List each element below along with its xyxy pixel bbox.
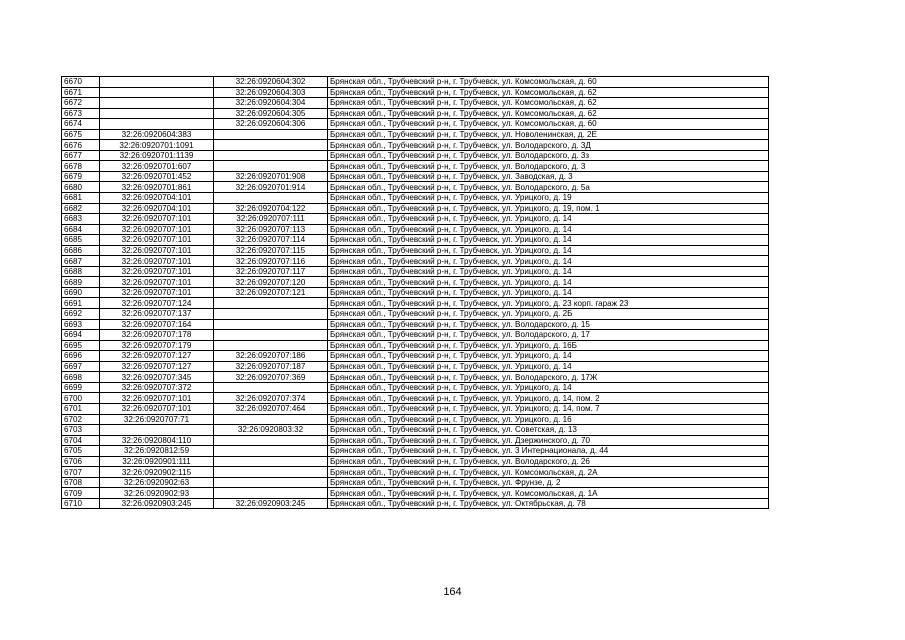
object-cadastral-number-cell: 32:26:0920604:303 <box>214 87 328 98</box>
cadastral-number-cell: 32:26:0920707:101 <box>100 393 214 404</box>
address-cell: Брянская обл., Трубчевский р-н, г. Трубчевск, ул. Новоленинская, д. 2Е <box>328 129 769 140</box>
cadastral-number-cell <box>100 425 214 436</box>
object-cadastral-number-cell <box>214 446 328 457</box>
object-cadastral-number-cell <box>214 477 328 488</box>
object-cadastral-number-cell: 32:26:0920707:111 <box>214 214 328 225</box>
object-cadastral-number-cell: 32:26:0920707:120 <box>214 277 328 288</box>
object-cadastral-number-cell: 32:26:0920707:186 <box>214 351 328 362</box>
object-cadastral-number-cell: 32:26:0920604:302 <box>214 77 328 88</box>
cadastral-number-cell: 32:26:0920707:101 <box>100 245 214 256</box>
table-row <box>62 330 769 341</box>
address-cell: Брянская обл., Трубчевский р-н, г. Трубчевск, ул. Володарского, д. 17Ж <box>328 372 769 383</box>
table-row <box>62 193 769 204</box>
object-cadastral-number-cell <box>214 340 328 351</box>
table-row <box>62 214 769 225</box>
cadastral-number-cell: 32:26:0920704:101 <box>100 203 214 214</box>
address-cell: Брянская обл., Трубчевский р-н, г. Трубчевск, ул. Комсомольская, д. 62 <box>328 98 769 109</box>
table-row <box>62 340 769 351</box>
row-number-cell: 6695 <box>62 340 100 351</box>
address-cell: Брянская обл., Трубчевский р-н, г. Трубчевск, ул. Урицкого, д. 14 <box>328 256 769 267</box>
object-cadastral-number-cell: 32:26:0920604:304 <box>214 98 328 109</box>
table-row <box>62 77 769 88</box>
object-cadastral-number-cell: 32:26:0920604:306 <box>214 119 328 130</box>
object-cadastral-number-cell: 32:26:0920707:464 <box>214 403 328 414</box>
address-cell: Брянская обл., Трубчевский р-н, г. Трубчевск, ул. Комсомольская, д. 62 <box>328 108 769 119</box>
row-number-cell: 6699 <box>62 382 100 393</box>
table-row <box>62 319 769 330</box>
object-cadastral-number-cell <box>214 467 328 478</box>
row-number-cell: 6679 <box>62 171 100 182</box>
object-cadastral-number-cell <box>214 150 328 161</box>
cadastral-number-cell: 32:26:0920902:63 <box>100 477 214 488</box>
address-cell: Брянская обл., Трубчевский р-н, г. Трубчевск, ул. Володарского, д. 17 <box>328 330 769 341</box>
row-number-cell: 6702 <box>62 414 100 425</box>
cadastral-number-cell: 32:26:0920707:127 <box>100 361 214 372</box>
row-number-cell: 6689 <box>62 277 100 288</box>
cadastral-number-cell: 32:26:0920704:101 <box>100 193 214 204</box>
row-number-cell: 6691 <box>62 298 100 309</box>
table-row <box>62 87 769 98</box>
row-number-cell: 6709 <box>62 488 100 499</box>
object-cadastral-number-cell <box>214 382 328 393</box>
table-row <box>62 477 769 488</box>
address-cell: Брянская обл., Трубчевский р-н, г. Трубчевск, ул. Урицкого, д. 14 <box>328 277 769 288</box>
address-cell: Брянская обл., Трубчевский р-н, г. Трубчевск, ул. Фрунзе, д. 2 <box>328 477 769 488</box>
object-cadastral-number-cell <box>214 435 328 446</box>
address-cell: Брянская обл., Трубчевский р-н, г. Трубчевск, ул. Дзержинского, д. 70 <box>328 435 769 446</box>
object-cadastral-number-cell <box>214 309 328 320</box>
row-number-cell: 6698 <box>62 372 100 383</box>
cadastral-number-cell: 32:26:0920707:178 <box>100 330 214 341</box>
table-row <box>62 108 769 119</box>
table-row <box>62 287 769 298</box>
object-cadastral-number-cell: 32:26:0920707:369 <box>214 372 328 383</box>
row-number-cell: 6685 <box>62 235 100 246</box>
row-number-cell: 6688 <box>62 266 100 277</box>
cadastral-number-cell: 32:26:0920707:137 <box>100 309 214 320</box>
row-number-cell: 6693 <box>62 319 100 330</box>
table-row <box>62 140 769 151</box>
table-row <box>62 119 769 130</box>
row-number-cell: 6697 <box>62 361 100 372</box>
object-cadastral-number-cell: 32:26:0920604:305 <box>214 108 328 119</box>
cadastral-number-cell: 32:26:0920707:71 <box>100 414 214 425</box>
cadastral-number-cell: 32:26:0920812:59 <box>100 446 214 457</box>
cadastral-number-cell: 32:26:0920604:383 <box>100 129 214 140</box>
table-row <box>62 182 769 193</box>
cadastral-number-cell <box>100 108 214 119</box>
table-row <box>62 382 769 393</box>
object-cadastral-number-cell: 32:26:0920704:122 <box>214 203 328 214</box>
object-cadastral-number-cell: 32:26:0920707:116 <box>214 256 328 267</box>
cadastral-number-cell: 32:26:0920701:1139 <box>100 150 214 161</box>
address-cell: Брянская обл., Трубчевский р-н, г. Трубчевск, ул. Володарского, д. 26 <box>328 456 769 467</box>
object-cadastral-number-cell: 32:26:0920707:115 <box>214 245 328 256</box>
row-number-cell: 6694 <box>62 330 100 341</box>
cadastral-number-cell <box>100 98 214 109</box>
address-cell: Брянская обл., Трубчевский р-н, г. Трубчевск, ул. Урицкого, д. 14 <box>328 287 769 298</box>
address-cell: Брянская обл., Трубчевский р-н, г. Трубчевск, ул. 3 Интернационала, д. 44 <box>328 446 769 457</box>
address-cell: Брянская обл., Трубчевский р-н, г. Трубчевск, ул. Володарского, д. 15 <box>328 319 769 330</box>
address-cell: Брянская обл., Трубчевский р-н, г. Трубчевск, ул. Володарского, д. 3Д <box>328 140 769 151</box>
page-number: 164 <box>443 586 462 598</box>
table-row <box>62 203 769 214</box>
address-cell: Брянская обл., Трубчевский р-н, г. Трубчевск, ул. Урицкого, д. 16 <box>328 414 769 425</box>
object-cadastral-number-cell <box>214 330 328 341</box>
address-cell: Брянская обл., Трубчевский р-н, г. Трубчевск, ул. Советская, д. 13 <box>328 425 769 436</box>
object-cadastral-number-cell: 32:26:0920701:914 <box>214 182 328 193</box>
row-number-cell: 6707 <box>62 467 100 478</box>
table-row <box>62 393 769 404</box>
cadastral-number-cell: 32:26:0920707:101 <box>100 403 214 414</box>
address-cell: Брянская обл., Трубчевский р-н, г. Трубчевск, ул. Урицкого, д. 14 <box>328 351 769 362</box>
address-cell: Брянская обл., Трубчевский р-н, г. Трубчевск, ул. Урицкого, д. 14 <box>328 224 769 235</box>
cadastral-number-cell: 32:26:0920903:245 <box>100 498 214 509</box>
table-row <box>62 150 769 161</box>
cadastral-number-cell: 32:26:0920707:101 <box>100 287 214 298</box>
table-row <box>62 171 769 182</box>
object-cadastral-number-cell: 32:26:0920707:374 <box>214 393 328 404</box>
row-number-cell: 6701 <box>62 403 100 414</box>
row-number-cell: 6704 <box>62 435 100 446</box>
row-number-cell: 6686 <box>62 245 100 256</box>
table-row <box>62 414 769 425</box>
address-cell: Брянская обл., Трубчевский р-н, г. Трубчевск, ул. Урицкого, д. 14, пом. 2 <box>328 393 769 404</box>
cadastral-number-cell <box>100 77 214 88</box>
address-cell: Брянская обл., Трубчевский р-н, г. Трубчевск, ул. Урицкого, д. 2Б <box>328 309 769 320</box>
registry-table <box>61 76 769 509</box>
object-cadastral-number-cell <box>214 129 328 140</box>
row-number-cell: 6684 <box>62 224 100 235</box>
row-number-cell: 6670 <box>62 77 100 88</box>
address-cell: Брянская обл., Трубчевский р-н, г. Трубчевск, ул. Октябрьская, д. 78 <box>328 498 769 509</box>
object-cadastral-number-cell: 32:26:0920707:113 <box>214 224 328 235</box>
table-row <box>62 277 769 288</box>
table-row <box>62 488 769 499</box>
address-cell: Брянская обл., Трубчевский р-н, г. Трубчевск, ул. Урицкого, д. 14 <box>328 245 769 256</box>
address-cell: Брянская обл., Трубчевский р-н, г. Трубчевск, ул. Володарского, д. 3 <box>328 161 769 172</box>
row-number-cell: 6674 <box>62 119 100 130</box>
cadastral-number-cell <box>100 87 214 98</box>
address-cell: Брянская обл., Трубчевский р-н, г. Трубчевск, ул. Урицкого, д. 14 <box>328 266 769 277</box>
address-cell: Брянская обл., Трубчевский р-н, г. Трубчевск, ул. Комсомольская, д. 1А <box>328 488 769 499</box>
cadastral-number-cell: 32:26:0920707:101 <box>100 214 214 225</box>
object-cadastral-number-cell: 32:26:0920707:187 <box>214 361 328 372</box>
table-row <box>62 435 769 446</box>
table-row <box>62 425 769 436</box>
object-cadastral-number-cell <box>214 161 328 172</box>
address-cell: Брянская обл., Трубчевский р-н, г. Трубчевск, ул. Володарского, д. 5а <box>328 182 769 193</box>
row-number-cell: 6678 <box>62 161 100 172</box>
object-cadastral-number-cell <box>214 319 328 330</box>
object-cadastral-number-cell: 32:26:0920803:32 <box>214 425 328 436</box>
address-cell: Брянская обл., Трубчевский р-н, г. Трубчевск, ул. Урицкого, д. 14 <box>328 214 769 225</box>
address-cell: Брянская обл., Трубчевский р-н, г. Трубчевск, ул. Комсомольская, д. 60 <box>328 119 769 130</box>
cadastral-number-cell: 32:26:0920701:861 <box>100 182 214 193</box>
table-row <box>62 245 769 256</box>
row-number-cell: 6703 <box>62 425 100 436</box>
cadastral-number-cell: 32:26:0920707:101 <box>100 235 214 246</box>
row-number-cell: 6680 <box>62 182 100 193</box>
cadastral-number-cell: 32:26:0920701:1091 <box>100 140 214 151</box>
table-row <box>62 256 769 267</box>
row-number-cell: 6692 <box>62 309 100 320</box>
table-row <box>62 403 769 414</box>
address-cell: Брянская обл., Трубчевский р-н, г. Трубчевск, ул. Комсомольская, д. 2А <box>328 467 769 478</box>
object-cadastral-number-cell <box>214 488 328 499</box>
address-cell: Брянская обл., Трубчевский р-н, г. Трубчевск, ул. Урицкого, д. 14 <box>328 382 769 393</box>
object-cadastral-number-cell: 32:26:0920701:908 <box>214 171 328 182</box>
address-cell: Брянская обл., Трубчевский р-н, г. Трубчевск, ул. Володарского, д. 3з <box>328 150 769 161</box>
table-row <box>62 129 769 140</box>
cadastral-number-cell: 32:26:0920901:111 <box>100 456 214 467</box>
table-row <box>62 446 769 457</box>
cadastral-number-cell: 32:26:0920707:164 <box>100 319 214 330</box>
row-number-cell: 6696 <box>62 351 100 362</box>
table-row <box>62 498 769 509</box>
object-cadastral-number-cell: 32:26:0920707:114 <box>214 235 328 246</box>
address-cell: Брянская обл., Трубчевский р-н, г. Трубчевск, ул. Урицкого, д. 19, пом. 1 <box>328 203 769 214</box>
row-number-cell: 6676 <box>62 140 100 151</box>
row-number-cell: 6690 <box>62 287 100 298</box>
address-cell: Брянская обл., Трубчевский р-н, г. Трубчевск, ул. Урицкого, д. 14, пом. 7 <box>328 403 769 414</box>
address-cell: Брянская обл., Трубчевский р-н, г. Трубчевск, ул. Комсомольская, д. 60 <box>328 77 769 88</box>
cadastral-number-cell: 32:26:0920707:101 <box>100 256 214 267</box>
row-number-cell: 6710 <box>62 498 100 509</box>
table-row <box>62 361 769 372</box>
registry-table-body <box>62 77 769 509</box>
row-number-cell: 6673 <box>62 108 100 119</box>
object-cadastral-number-cell <box>214 456 328 467</box>
address-cell: Брянская обл., Трубчевский р-н, г. Трубчевск, ул. Урицкого, д. 16Б <box>328 340 769 351</box>
cadastral-number-cell: 32:26:0920701:607 <box>100 161 214 172</box>
table-row <box>62 161 769 172</box>
cadastral-number-cell: 32:26:0920902:93 <box>100 488 214 499</box>
table-row <box>62 98 769 109</box>
object-cadastral-number-cell <box>214 193 328 204</box>
table-row <box>62 298 769 309</box>
object-cadastral-number-cell <box>214 414 328 425</box>
row-number-cell: 6677 <box>62 150 100 161</box>
row-number-cell: 6672 <box>62 98 100 109</box>
row-number-cell: 6675 <box>62 129 100 140</box>
table-row <box>62 467 769 478</box>
cadastral-number-cell: 32:26:0920804:110 <box>100 435 214 446</box>
object-cadastral-number-cell: 32:26:0920707:117 <box>214 266 328 277</box>
address-cell: Брянская обл., Трубчевский р-н, г. Трубчевск, ул. Урицкого, д. 14 <box>328 361 769 372</box>
row-number-cell: 6708 <box>62 477 100 488</box>
row-number-cell: 6706 <box>62 456 100 467</box>
table-row <box>62 372 769 383</box>
address-cell: Брянская обл., Трубчевский р-н, г. Трубчевск, ул. Заводская, д. 3 <box>328 171 769 182</box>
row-number-cell: 6705 <box>62 446 100 457</box>
table-row <box>62 224 769 235</box>
row-number-cell: 6687 <box>62 256 100 267</box>
object-cadastral-number-cell: 32:26:0920903:245 <box>214 498 328 509</box>
table-row <box>62 456 769 467</box>
table-row <box>62 309 769 320</box>
cadastral-number-cell: 32:26:0920707:372 <box>100 382 214 393</box>
cadastral-number-cell <box>100 119 214 130</box>
row-number-cell: 6683 <box>62 214 100 225</box>
table-row <box>62 235 769 246</box>
row-number-cell: 6671 <box>62 87 100 98</box>
object-cadastral-number-cell: 32:26:0920707:121 <box>214 287 328 298</box>
address-cell: Брянская обл., Трубчевский р-н, г. Трубчевск, ул. Урицкого, д. 14 <box>328 235 769 246</box>
row-number-cell: 6681 <box>62 193 100 204</box>
cadastral-number-cell: 32:26:0920707:179 <box>100 340 214 351</box>
cadastral-number-cell: 32:26:0920902:115 <box>100 467 214 478</box>
cadastral-number-cell: 32:26:0920707:101 <box>100 224 214 235</box>
row-number-cell: 6700 <box>62 393 100 404</box>
cadastral-number-cell: 32:26:0920707:124 <box>100 298 214 309</box>
table-row <box>62 266 769 277</box>
object-cadastral-number-cell <box>214 298 328 309</box>
cadastral-number-cell: 32:26:0920707:127 <box>100 351 214 362</box>
address-cell: Брянская обл., Трубчевский р-н, г. Трубчевск, ул. Урицкого, д. 19 <box>328 193 769 204</box>
table-row <box>62 351 769 362</box>
address-cell: Брянская обл., Трубчевский р-н, г. Трубчевск, ул. Комсомольская, д. 62 <box>328 87 769 98</box>
cadastral-number-cell: 32:26:0920701:452 <box>100 171 214 182</box>
address-cell: Брянская обл., Трубчевский р-н, г. Трубчевск, ул. Урицкого, д. 23 корп. гараж 23 <box>328 298 769 309</box>
cadastral-number-cell: 32:26:0920707:101 <box>100 277 214 288</box>
cadastral-number-cell: 32:26:0920707:101 <box>100 266 214 277</box>
object-cadastral-number-cell <box>214 140 328 151</box>
row-number-cell: 6682 <box>62 203 100 214</box>
cadastral-number-cell: 32:26:0920707:345 <box>100 372 214 383</box>
